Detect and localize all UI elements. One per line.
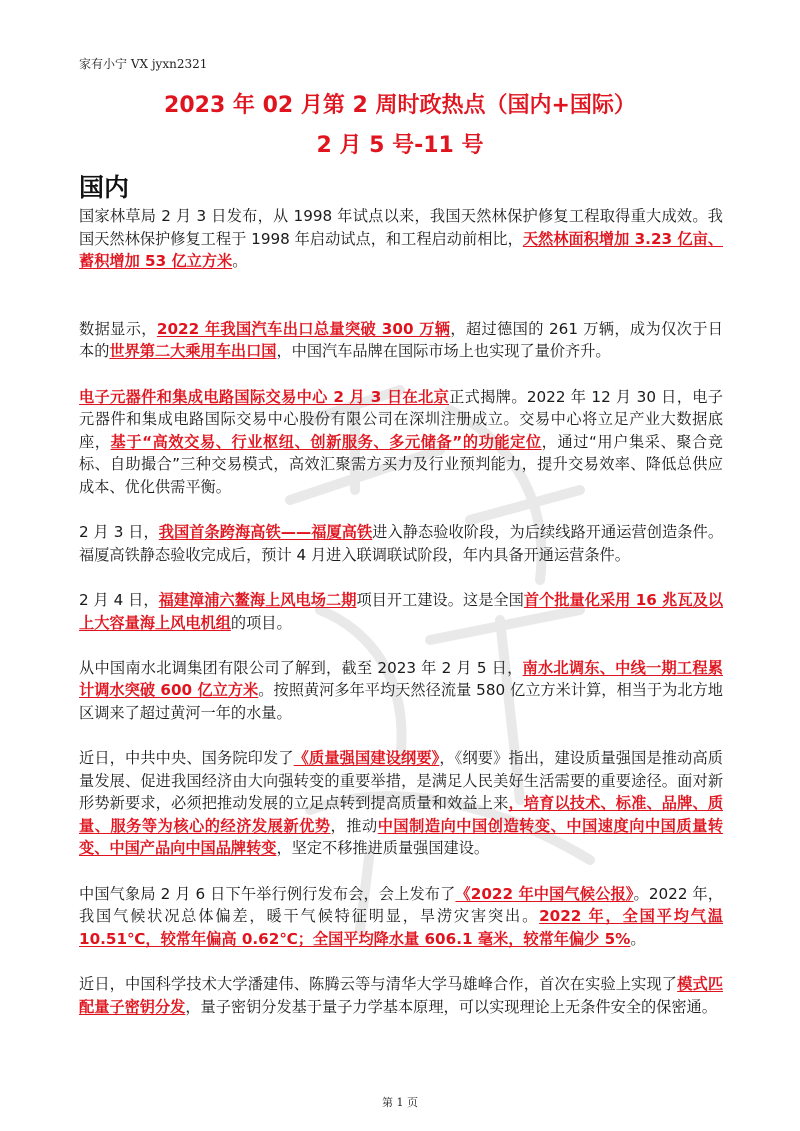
body-text: 数据显示，	[79, 319, 157, 338]
body-text: 2 月 4 日，	[79, 590, 159, 609]
body-text: 正式揭牌。2022 年 12 月 30 日，电子元器件和集成电路国际交易中心股份有限公司在深圳注册成立。交易中心将立足产业大数据底座，	[79, 387, 723, 451]
page-title: 2023 年 02 月第 2 周时政热点（国内+国际）	[164, 93, 636, 118]
body-text: ，中国汽车品牌在国际市场上也实现了量价齐升。	[276, 342, 611, 361]
body-text: 中国气象局 2 月 6 日下午举行例行发布会，会上发布了	[79, 884, 456, 903]
highlight-text: 2022 年我国汽车出口总量突破 300 万辆	[156, 319, 451, 338]
news-paragraph	[79, 521, 723, 566]
news-paragraph	[79, 205, 723, 273]
highlight-text: 天然林面积增加 3.23 亿亩、蓄积增加 53 亿立方米	[79, 229, 724, 271]
highlight-text: 模式匹配量子密钥分发	[79, 975, 724, 1016]
body-text: ，推动	[330, 816, 378, 835]
news-paragraph	[79, 883, 723, 951]
highlight-text: 《2022 年中国气候公报》	[455, 884, 634, 903]
highlight-text: 2022 年，全国平均气温 10.51℃，较常年偏高 0.62℃；全国平均降水量 606.1 毫米，较常年偏少 5%	[79, 907, 723, 948]
body-text: 的项目。	[230, 613, 292, 632]
news-paragraph	[79, 318, 723, 363]
body-text: 。2022 年，我国气候状况总体偏差，暖干气候特征明显，旱涝灾害突出。	[79, 884, 723, 926]
highlight-text: 首个批量化采用 16 兆瓦及以上大容量海上风电机组	[79, 590, 724, 632]
news-paragraph	[79, 973, 723, 1018]
body-text: 。按照黄河多年平均天然径流量 580 亿立方米计算，相当于为北方地区调来了超过黄河一年的水量。	[79, 681, 723, 722]
body-text: ，《纲要》指出，建设质量强国是推动高质量发展、促进我国经济由大向强转变的重要举措，是满足人民美好生活需要的重要途径。面对新形势新要求，必须把推动发展的立足点转到提高质量和效益上来	[79, 749, 723, 813]
news-paragraph	[79, 589, 723, 634]
body-text: 从中国南水北调集团有限公司了解到，截至 2023 年 2 月 5 日，	[79, 658, 523, 677]
body-text: 近日，中国科学技术大学潘建伟、陈腾云等与清华大学马雄峰合作，首次在实验上实现了	[79, 975, 678, 993]
body-text: 。	[630, 929, 646, 948]
highlight-text: 福建漳浦六鳌海上风电场二期	[158, 590, 357, 609]
section-heading-domestic: 国内	[79, 173, 130, 202]
body-text: 国家林草局 2 月 3 日发布，从 1998 年试点以来，我国天然林保护修复工程取得重大成效。我国天然林保护修复工程于 1998 年启动试点，和工程启动前相比，	[79, 207, 723, 248]
body-text: 2 月 3 日，	[79, 523, 159, 542]
news-paragraph	[79, 386, 723, 499]
body-text: ，坚定不移推进质量强国建设。	[276, 839, 490, 858]
highlight-text: 电子元器件和集成电路国际交易中心 2 月 3 日在北京	[79, 387, 450, 406]
highlight-text: 世界第二大乘用车出口国	[109, 342, 277, 361]
highlight-text: 基于“高效交易、行业枢纽、创新服务、多元储备”的功能定位	[110, 432, 542, 451]
body-text: 项目开工建设。这是全国	[356, 590, 524, 609]
body-text: 进入静态验收阶段，为后续线路开通运营创造条件。福厦高铁静态验收完成后，预计 4 月进入联调联试阶段，年内具备开通运营条件。	[79, 523, 724, 564]
body-text: 近日，中共中央、国务院印发了	[79, 749, 294, 768]
body-text: ，超过德国的 261 万辆，成为仅次于日本的	[79, 319, 723, 361]
news-paragraph	[79, 747, 723, 860]
page-number: 第 1 页	[382, 1096, 418, 1109]
highlight-text: ，培育以技术、标准、品牌、质量、服务等为核心的经济发展新优势	[79, 794, 724, 835]
header-note: 家有小宁 VX jyxn2321	[79, 57, 208, 71]
body-text: ，通过“用户集采、聚合竞标、自助撮合”三种交易模式，高效汇聚需方买力及行业预判能力，提升交易效率、降低总供应成本、优化供需平衡。	[79, 432, 723, 496]
page-subtitle-date-range: 2 月 5 号-11 号	[316, 133, 484, 158]
article-body	[79, 205, 723, 1041]
highlight-text: 《质量强国建设纲要》	[293, 749, 440, 768]
body-text: 。	[232, 252, 248, 271]
body-text: ，量子密钥分发基于量子力学基本原理，可以实现理论上无条件安全的保密通。	[185, 997, 717, 1016]
news-paragraph	[79, 657, 723, 725]
highlight-text: 南水北调东、中线一期工程累计调水突破 600 亿立方米	[79, 658, 723, 700]
highlight-text: 中国制造向中国创造转变、中国速度向中国质量转变、中国产品向中国品牌转变	[79, 816, 724, 858]
highlight-text: 我国首条跨海高铁——福厦高铁	[158, 523, 373, 542]
